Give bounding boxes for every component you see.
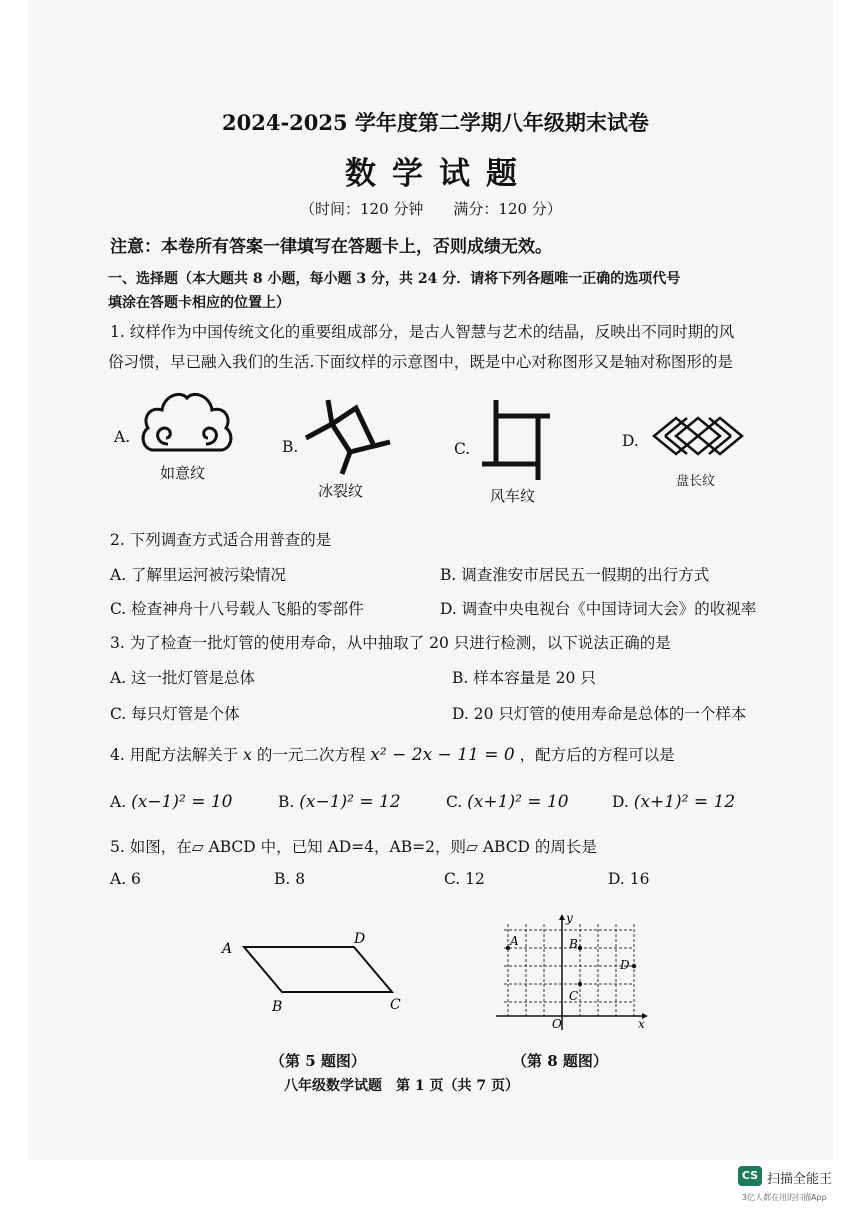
q3-option-d: D. 20 只灯管的使用寿命是总体的一个样本 (452, 705, 747, 723)
q1-option-a-caption: 如意纹 (160, 464, 206, 482)
q1-option-a-letter: A. (114, 428, 131, 446)
q3-option-b: B. 样本容量是 20 只 (452, 669, 596, 687)
q5-option-a: A. 6 (110, 870, 141, 888)
q4-option-c-expr: (x+1)² = 10 (467, 792, 569, 812)
q4-option-d (612, 792, 735, 812)
q1-option-d-caption: 盘长纹 (676, 474, 716, 489)
q1-option-d-letter: D. (622, 432, 639, 450)
q4-option-d-expr: (x+1)² = 12 (633, 792, 736, 812)
notice: 注意：本卷所有答案一律填写在答题卡上，否则成绩无效。 (110, 237, 552, 257)
q1-option-c-caption: 风车纹 (490, 487, 536, 505)
q4-option-a-letter: A. (110, 793, 127, 811)
fig5-label-d: D (354, 931, 366, 947)
q3-stem: 3. 为了检查一批灯管的使用寿命，从中抽取了 20 只进行检测，以下说法正确的是 (110, 634, 671, 652)
q4-stem-part1: 4. 用配方法解关于 (110, 746, 239, 764)
q4-option-a-expr: (x−1)² = 10 (131, 792, 233, 812)
q2-option-d: D. 调查中央电视台《中国诗词大会》的收视率 (440, 600, 757, 618)
windmill-pattern-figure (478, 396, 556, 484)
fig8-label-b: B (569, 937, 578, 951)
fig5-parallelogram-figure (212, 925, 412, 1015)
fig8-axis-y: y (566, 912, 573, 925)
q2-option-c: C. 检查神舟十八号载人飞船的零部件 (110, 600, 364, 618)
q4-option-d-letter: D. (612, 793, 629, 811)
fig5-caption: （第 5 题图） (270, 1052, 366, 1070)
q1-stem-line2: 俗习惯，早已融入我们的生活.下面纹样的示意图中，既是中心对称图形又是轴对称图形的是 (108, 353, 733, 371)
fig8-label-c: C (569, 989, 579, 1003)
q4-option-b-letter: B. (278, 793, 295, 811)
q3-option-c: C. 每只灯管是个体 (110, 705, 240, 723)
fig8-origin: O (552, 1017, 562, 1031)
q1-option-c-letter: C. (454, 440, 471, 458)
q4-stem (110, 743, 675, 765)
q3-option-a: A. 这一批灯管是总体 (110, 669, 256, 687)
q5-stem: 5. 如图，在▱ ABCD 中，已知 AD=4，AB=2，则▱ ABCD 的周长是 (110, 838, 597, 856)
fig8-label-d: D (620, 958, 630, 972)
q1-stem-line1: 1. 纹样作为中国传统文化的重要组成部分，是古人智慧与艺术的结晶，反映出不同时期的风 (110, 323, 735, 341)
q4-variable: x (243, 746, 252, 764)
exam-title: 2024-2025 学年度第二学期八年级期末试卷 (222, 110, 649, 135)
q5-option-b: B. 8 (274, 870, 306, 888)
panchang-knot-pattern-figure (650, 414, 746, 458)
fig5-label-a: A (222, 941, 233, 957)
q4-option-b-expr: (x−1)² = 12 (299, 792, 401, 812)
q5-option-c: C. 12 (444, 870, 485, 888)
ruyi-pattern-figure (138, 388, 236, 460)
fig8-axis-x: x (638, 1017, 645, 1031)
q4-option-c-letter: C. (446, 793, 463, 811)
fig8-label-a: A (510, 934, 519, 948)
camscanner-slogan: 3亿人都在用的扫描App (742, 1193, 827, 1202)
fig5-label-c: C (390, 997, 401, 1013)
q4-option-c (446, 792, 569, 812)
time-score-info: （时间：120 分钟 满分：120 分） (300, 200, 562, 218)
q4-equation: x² − 2x − 11 = 0 (370, 745, 515, 765)
q4-option-b (278, 792, 401, 812)
q2-option-a: A. 了解里运河被污染情况 (110, 566, 287, 584)
fig5-label-b: B (272, 999, 283, 1015)
q1-option-b-letter: B. (282, 438, 299, 456)
q2-option-b: B. 调查淮安市居民五一假期的出行方式 (440, 566, 710, 584)
q1-option-b-caption: 冰裂纹 (318, 482, 364, 500)
ice-crack-pattern-figure (302, 396, 394, 476)
exam-subject: 数学试题 (345, 156, 533, 192)
camscanner-logo: CS (738, 1166, 762, 1186)
fig8-caption: （第 8 题图） (512, 1052, 608, 1070)
fig8-grid-figure (492, 912, 652, 1032)
section-heading-line1: 一、选择题（本大题共 8 小题，每小题 3 分，共 24 分．请将下列各题唯一正确的选项代号 (108, 271, 681, 287)
q5-option-d: D. 16 (608, 870, 650, 888)
q4-stem-part2: 的一元二次方程 (256, 746, 366, 764)
page-footer: 八年级数学试题 第 1 页（共 7 页） (284, 1078, 519, 1094)
q4-stem-part3: ，配方后的方程可以是 (519, 746, 675, 764)
q4-option-a (110, 792, 232, 812)
q2-stem: 2. 下列调查方式适合用普查的是 (110, 531, 332, 549)
camscanner-brand: 扫描全能王 (767, 1172, 833, 1187)
section-heading-line2: 填涂在答题卡相应的位置上） (108, 295, 290, 311)
